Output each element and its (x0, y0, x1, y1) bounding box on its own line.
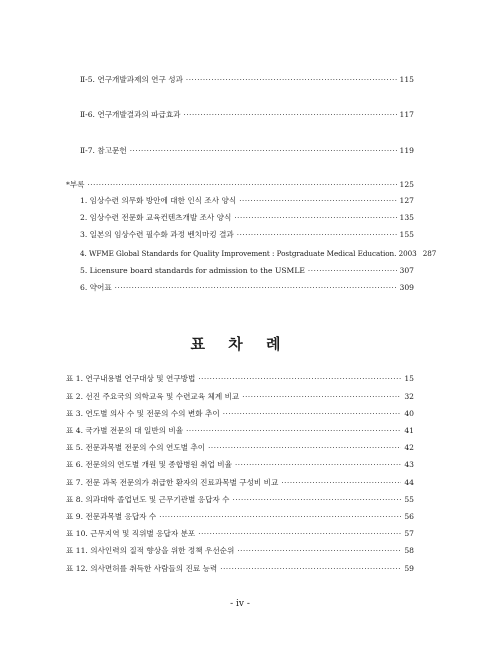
dot-leader (281, 478, 401, 488)
table-entry-page: 41 (404, 426, 414, 435)
toc-entry-appendix-5 (80, 266, 414, 276)
table-entry-label: 표 4. 국가별 전문의 대 일반의 비율 (66, 426, 184, 435)
table-entry-label: 표 6. 전문의의 연도별 개원 및 종합병원 취업 비율 (66, 460, 232, 469)
table-entry-page: 57 (404, 529, 414, 538)
dot-leader (87, 180, 396, 190)
toc-entry-appendix-4 (80, 249, 437, 259)
table-entry-page: 58 (404, 546, 414, 555)
toc-entry-page: 127 (399, 196, 414, 205)
dot-leader (233, 495, 402, 505)
table-entry-9 (66, 512, 414, 522)
table-entry-2 (66, 392, 414, 402)
toc-entry-appendix (66, 180, 414, 190)
toc-entry-page: 115 (399, 75, 414, 84)
dot-leader (308, 266, 397, 276)
toc-entry-label: Ⅱ-6. 연구개발결과의 파급효과 (80, 110, 181, 119)
table-entry-10 (66, 529, 414, 539)
dot-leader (130, 146, 397, 156)
table-entry-4 (66, 426, 414, 436)
toc-entry-label: Ⅱ-5. 연구개발과제의 연구 성과 (80, 75, 183, 84)
toc-entry-label: *부록 (66, 180, 85, 189)
table-entry-label: 표 2. 선진 주요국의 의학교육 및 수련교육 체계 비교 (66, 392, 240, 401)
toc-entry-page: 125 (399, 180, 414, 189)
dot-leader (208, 443, 401, 453)
table-entry-label: 표 1. 연구내용별 연구대상 및 연구방법 (66, 374, 196, 383)
table-entry-label: 표 9. 전문과목별 응답자 수 (66, 512, 157, 521)
dot-leader (186, 75, 397, 85)
dot-leader (234, 213, 396, 223)
table-entry-page: 40 (404, 409, 414, 418)
list-of-tables-title: 표 차 례 (190, 335, 290, 353)
dot-leader (220, 564, 401, 574)
table-entry-label: 표 8. 의과대학 졸업년도 및 근무기관별 응답자 수 (66, 495, 230, 504)
table-entry-label: 표 12. 의사면허를 취득한 사람들의 진료 능력 (66, 564, 218, 573)
table-entry-page: 59 (404, 564, 414, 573)
toc-entry-chapter-2-7 (80, 146, 414, 156)
table-entry-page: 42 (404, 443, 414, 452)
toc-entry-appendix-2 (80, 213, 414, 223)
table-entry-8 (66, 495, 414, 505)
dot-leader (242, 392, 401, 402)
table-entry-6 (66, 460, 414, 470)
table-entry-page: 56 (404, 512, 414, 521)
dot-leader (223, 409, 402, 419)
table-entry-page: 44 (404, 478, 414, 487)
table-entry-label: 표 5. 전문과목별 전문의 수의 연도별 추이 (66, 443, 206, 452)
toc-entry-page: 155 (399, 230, 414, 239)
dot-leader (239, 196, 396, 206)
toc-entry-chapter-2-5 (80, 75, 414, 85)
dot-leader (184, 110, 397, 120)
toc-entry-page: 287 (422, 249, 437, 258)
toc-entry-label: 6. 약어표 (80, 283, 112, 292)
toc-entry-label: 2. 임상수련 전문화 교육컨텐츠개발 조사 양식 (80, 213, 232, 222)
toc-entry-page: 117 (399, 110, 414, 119)
toc-entry-label: Ⅱ-7. 참고문헌 (80, 146, 127, 155)
table-entry-label: 표 10. 근무지역 및 직위별 응답자 분포 (66, 529, 196, 538)
table-entry-page: 32 (404, 392, 414, 401)
table-entry-page: 43 (404, 460, 414, 469)
table-entry-page: 55 (404, 495, 414, 504)
table-entry-11 (66, 546, 414, 556)
dot-leader (237, 230, 397, 240)
dot-leader (159, 512, 401, 522)
dot-leader (198, 374, 401, 384)
toc-entry-page: 135 (399, 213, 414, 222)
table-entry-7 (66, 478, 414, 488)
dot-leader (115, 283, 397, 293)
toc-entry-label: 4. WFME Global Standards for Quality Improvement : Postgraduate Medical Education. 2003 (80, 249, 417, 258)
toc-entry-appendix-3 (80, 230, 414, 240)
toc-entry-appendix-1 (80, 196, 414, 206)
table-entry-label: 표 7. 전문 과목 전문의가 취급한 환자의 진료과목별 구성비 비교 (66, 478, 279, 487)
toc-entry-page: 309 (399, 283, 414, 292)
dot-leader (235, 460, 401, 470)
table-entry-5 (66, 443, 414, 453)
toc-entry-label: 5. Licensure board standards for admission to the USMLE (80, 266, 305, 275)
table-entry-1 (66, 374, 414, 384)
table-entry-page: 15 (404, 374, 414, 383)
toc-entry-label: 3. 일본의 임상수련 필수화 과정 벤치마킹 결과 (80, 230, 234, 239)
table-entry-label: 표 11. 의사인력의 질적 향상을 위한 정책 우선순위 (66, 546, 235, 555)
table-entry-12 (66, 564, 414, 574)
table-entry-label: 표 3. 연도별 의사 수 및 전문의 수의 변화 추이 (66, 409, 220, 418)
dot-leader (237, 546, 401, 556)
toc-entry-chapter-2-6 (80, 110, 414, 120)
toc-entry-page: 119 (399, 146, 414, 155)
page-number-footer: - iv - (230, 599, 250, 609)
dot-leader (186, 426, 401, 436)
dot-leader (198, 529, 401, 539)
toc-entry-appendix-6 (80, 283, 414, 293)
toc-entry-page: 307 (399, 266, 414, 275)
toc-entry-label: 1. 임상수련 의무화 방안에 대한 인식 조사 양식 (80, 196, 237, 205)
table-entry-3 (66, 409, 414, 419)
